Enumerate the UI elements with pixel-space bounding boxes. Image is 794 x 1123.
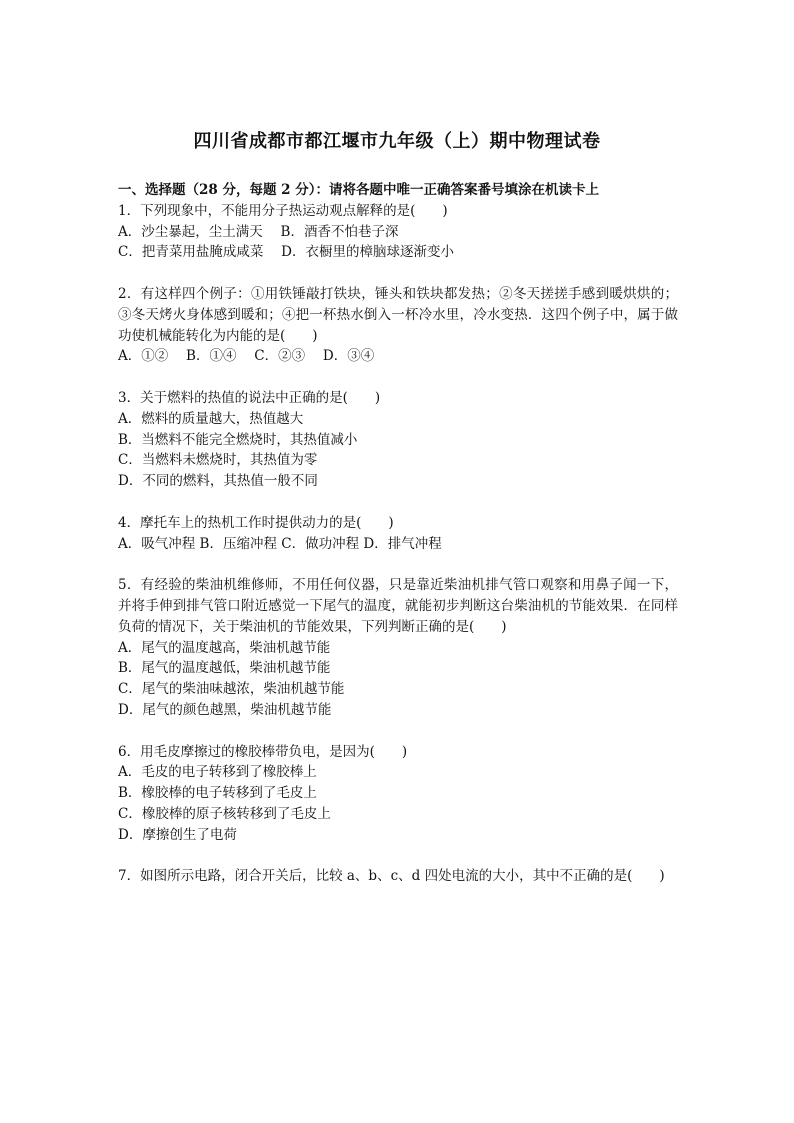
- question-6: [118, 742, 678, 846]
- question-stem: 6．用毛皮摩擦过的橡胶棒带负电，是因为( ): [118, 743, 408, 760]
- exam-title: 四川省成都市都江堰市九年级（上）期中物理试卷: [193, 131, 601, 152]
- question-option: A．尾气的温度越高，柴油机越节能: [118, 639, 331, 656]
- question-option: C．尾气的柴油味越浓，柴油机越节能: [118, 681, 345, 698]
- question-stem: 1．下列现象中，不能用分子热运动观点解释的是( ): [118, 202, 448, 219]
- question-option: A．毛皮的电子转移到了橡胶棒上: [118, 764, 317, 781]
- question-option: D．不同的燃料，其热值一般不同: [118, 473, 318, 490]
- question-option: C．把青菜用盐腌成咸菜 D．衣橱里的樟脑球逐渐变小: [118, 244, 454, 261]
- question-option: C．当燃料未燃烧时，其热值为零: [118, 452, 318, 469]
- question-option: A．①② B．①④ C．②③ D．③④: [118, 348, 375, 365]
- question-stem: 7．如图所示电路，闭合开关后，比较 a、b、c、d 四处电流的大小，其中不正确的是( ): [118, 868, 665, 885]
- question-option: A．吸气冲程 B．压缩冲程 C．做功冲程 D．排气冲程: [118, 535, 442, 552]
- question-option: D．尾气的颜色越黑，柴油机越节能: [118, 701, 332, 718]
- question-3: [118, 388, 678, 492]
- question-option: D．摩擦创生了电荷: [118, 826, 237, 843]
- question-7: [118, 866, 678, 887]
- question-stem: 5．有经验的柴油机维修师，不用任何仪器，只是靠近柴油机排气管口观察和用鼻子闻一下，并将手伸到排气管口附近感觉一下尾气的温度，就能初步判断这台柴油机的节能效果．在同样负荷的情况下，关于柴油机的节能效果，下列判断正确的是( ): [118, 577, 678, 635]
- question-option: A．沙尘暴起，尘土满天 B．酒香不怕巷子深: [118, 223, 399, 240]
- section-heading: 一、选择题（28 分，每题 2 分）：请将各题中唯一正确答案番号填涂在机读卡上: [118, 182, 600, 198]
- question-option: B．橡胶棒的电子转移到了毛皮上: [118, 785, 317, 802]
- question-5: [118, 575, 678, 721]
- question-stem: 2．有这样四个例子：①用铁锤敲打铁块，锤头和铁块都发热；②冬天搓搓手感到暖烘烘的；③冬天烤火身体感到暖和；④把一杯热水倒入一杯冷水里，冷水变热．这四个例子中，属于做功使机械能转化为内能的是( ): [118, 285, 678, 344]
- question-option: C．橡胶棒的原子核转移到了毛皮上: [118, 805, 331, 822]
- question-option: B．尾气的温度越低，柴油机越节能: [118, 660, 331, 677]
- question-1: [118, 201, 678, 263]
- exam-content: [118, 180, 678, 887]
- question-2: [118, 284, 678, 367]
- question-option: A．燃料的质量越大，热值越大: [118, 410, 304, 427]
- question-option: B．当燃料不能完全燃烧时，其热值减小: [118, 431, 358, 448]
- question-stem: 3．关于燃料的热值的说法中正确的是( ): [118, 389, 381, 406]
- question-4: [118, 513, 678, 555]
- question-stem: 4．摩托车上的热机工作时提供动力的是( ): [118, 514, 394, 531]
